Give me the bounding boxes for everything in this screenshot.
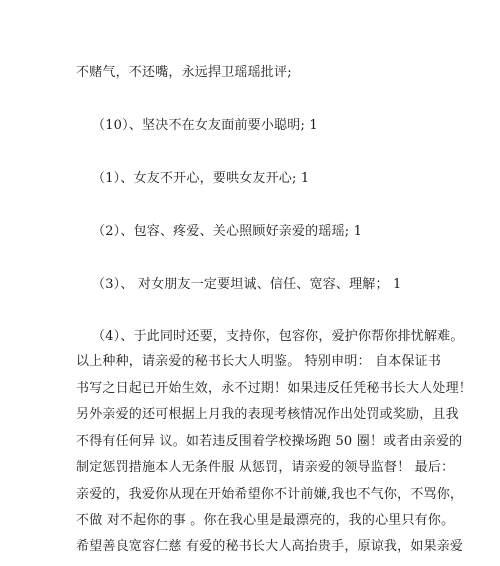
list-item-3: （3）、 对女朋友一定要坦诚、信任、宽容、理解； 1 (92, 277, 402, 292)
paragraph-line-6: 亲爱的，我爱你从现在开始希望你不计前嫌,我也不气你，不骂你， (76, 487, 464, 502)
paragraph-line-7: 不做 对不起你的事 。你在我心里是最漂亮的，我的心里只有你。 (76, 513, 455, 528)
paragraph-line-1: 以上种种，请亲爱的秘书长大人明鉴。 特别申明： 自本保证书 (76, 354, 442, 369)
list-item-10: （10）、坚决不在女友面前要小聪明; 1 (92, 118, 318, 133)
list-item-2: （2）、包容、疼爱、关心照顾好亲爱的瑶瑶; 1 (92, 224, 363, 239)
text-line-pledge-no-temper: 不赌气，不还嘴，永远捍卫瑶瑶批评; (76, 65, 292, 80)
paragraph-line-5: 制定惩罚措施本人无条件服 从惩罚，请亲爱的领导监督！ 最后： (76, 460, 455, 475)
paragraph-line-2: 书写之日起已开始生效，永不过期！如果违反任凭秘书长大人处理！ (76, 381, 473, 396)
list-item-1: （1）、女友不开心，要哄女友开心; 1 (92, 171, 310, 186)
paragraph-line-4: 不得有任何异 议。如若违反围着学校操场跑 50 圈！或者由亲爱的 (76, 434, 463, 449)
list-item-4: （4）、于此同时还要，支持你，包容你，爱护你帮你排忧解难。 (92, 329, 464, 344)
paragraph-line-3: 另外亲爱的还可根据上月我的表现考核情况作出处罚或奖励，且我 (76, 407, 459, 422)
paragraph-line-8: 希望善良宽容仁慈 有爱的秘书长大人高抬贵手，原谅我，如果亲爱 (76, 539, 464, 554)
